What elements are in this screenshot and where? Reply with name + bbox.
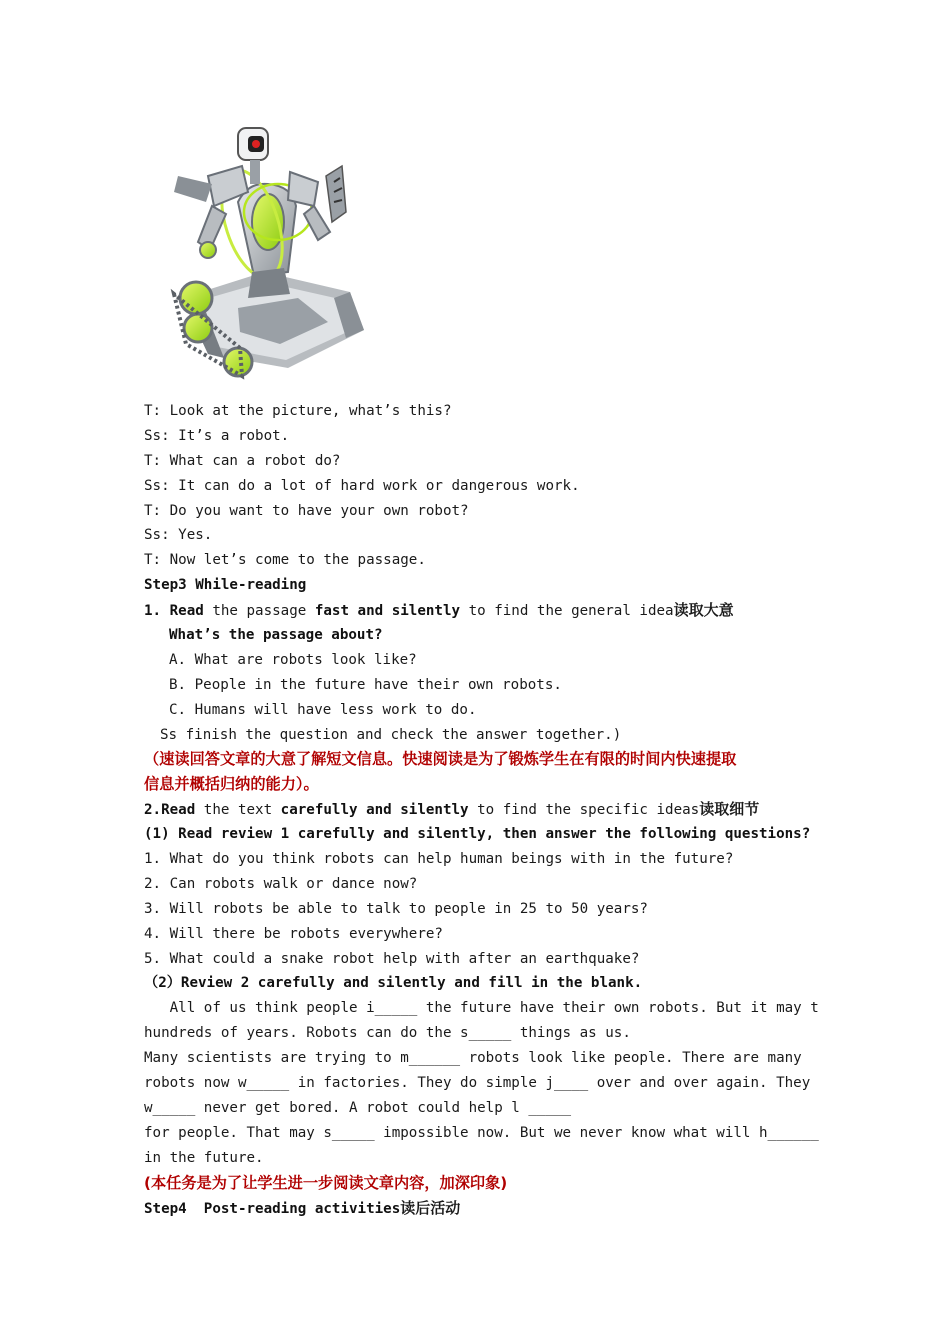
step4-cn: 读后活动 [400, 1198, 461, 1217]
task2-cn: 读取细节 [699, 800, 760, 819]
question-item: 1. What do you think robots can help human beings with in the future? [144, 851, 734, 868]
question-item: 3. Will robots be able to talk to people in 25 to 50 years? [144, 900, 648, 917]
task1-question: What’s the passage about? [169, 627, 383, 644]
dialogue-line: T: Look at the picture, what’s this? [144, 403, 452, 419]
question-item: 5. What could a snake robot help with after an earthquake? [144, 950, 640, 967]
dialogue-line: Ss: It can do a lot of hard work or dangerous work. [144, 477, 580, 494]
lesson-text [144, 399, 824, 1220]
teaching-note-2: (本任务是为了让学生进一步阅读文章内容，加深印象) [144, 1173, 508, 1192]
task1-text1: the passage [203, 603, 315, 620]
option-a: A. What are robots look like? [169, 651, 417, 668]
blank-line: for people. That may s_____ impossible now. But we never know what will h______ [144, 1124, 819, 1141]
blank-line: in the future. [144, 1149, 264, 1166]
review2-instruction: （2）Review 2 carefully and silently and fill in the blank. [144, 975, 643, 992]
review1-instruction: (1) Read review 1 carefully and silently, then answer the following questions? [144, 826, 811, 843]
blank-line: All of us think people i_____ the future have their own robots. But it may t [144, 1000, 819, 1017]
question-item: 4. Will there be robots everywhere? [144, 925, 443, 942]
task2-read: 2.Read [144, 802, 196, 819]
option-c: C. Humans will have less work to do. [169, 701, 477, 718]
option-b: B. People in the future have their own robots. [169, 676, 562, 693]
dialogue-line: T: Now let’s come to the passage. [144, 552, 426, 569]
task1-text2: to find the general idea [460, 603, 674, 620]
blank-line: w_____ never get bored. A robot could help l _____ [144, 1099, 572, 1116]
dialogue-line: Ss: Yes. [144, 527, 213, 544]
dialogue-line: Ss: It’s a robot. [144, 427, 290, 444]
blank-line: robots now w_____ in factories. They do simple j____ over and over again. They [144, 1075, 811, 1092]
task2-text2: to find the specific ideas [468, 802, 700, 819]
finish-line: Ss finish the question and check the answer together.) [160, 726, 622, 743]
task1-cn: 读取大意 [673, 601, 734, 620]
blank-line: Many scientists are trying to m______ robots look like people. There are many [144, 1050, 802, 1067]
task2-line [144, 797, 824, 822]
step4-line [144, 1196, 824, 1221]
task1-read: Read [169, 603, 204, 620]
task1-num: 1. [144, 603, 170, 620]
dialogue-line: T: What can a robot do? [144, 452, 341, 469]
blank-line: hundreds of years. Robots can do the s_____ things as us. [144, 1025, 631, 1042]
task2-careful: carefully and silently [280, 802, 469, 819]
task2-text1: the text [195, 802, 281, 819]
teaching-note-1b: 信息并概括归纳的能力）。 [144, 775, 319, 794]
dialogue-line: T: Do you want to have your own robot? [144, 502, 469, 519]
task1-fast: fast and silently [314, 603, 461, 620]
step4-heading: Step4 Post-reading activities [144, 1200, 401, 1217]
teaching-note-1: （速读回答文章的大意了解短文信息。快速阅读是为了锻炼学生在有限的时间内快速提取 [144, 750, 737, 769]
task1-line [144, 598, 824, 623]
robot-icon [168, 122, 368, 384]
question-item: 2. Can robots walk or dance now? [144, 875, 418, 892]
step3-heading: Step3 While-reading [144, 577, 307, 594]
